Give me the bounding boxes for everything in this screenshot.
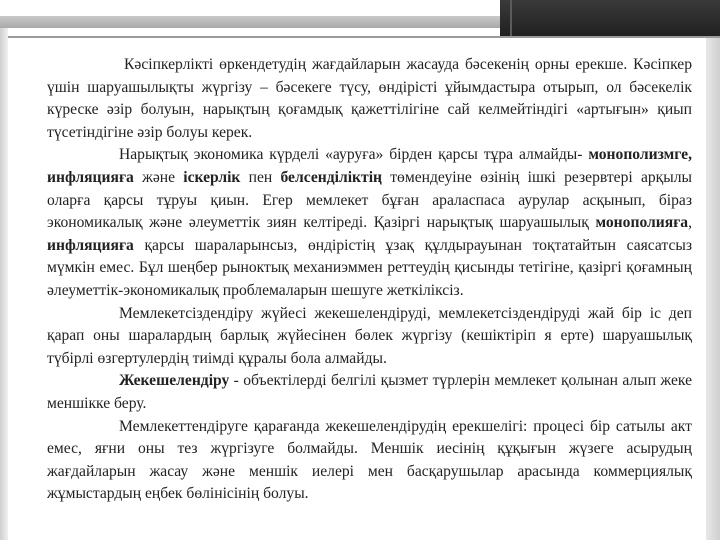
bold-term: іскерлік — [183, 168, 241, 186]
bold-term: белсенділіктің — [280, 168, 383, 186]
text-segment: пен — [240, 168, 281, 186]
bold-term: инфляцияға — [47, 236, 134, 254]
text-segment: Мемлекетсіздендіру жүйесі жекешелендіруді, мемлекетсіздендіруді жай бір іс деп қарап оны шаралардың барлық жүйесінен бөлек жүргізу (кешіктіріп я ерте) шаруашылық түбірлі өзгертулердің тиімді құралы бола алмайды. — [47, 304, 692, 367]
text-segment: , — [688, 214, 692, 232]
slide-left-border — [0, 28, 8, 540]
text-segment: Мемлекеттендіруге қарағанда жекешелендірудің ерекшелігі: процесі бір сатылы акт емес, яғни оны тез жүргізуге болмайды. Меншік иесінің құқығын жүзеге асырудың жағдайларын жасау және меншік иелері мен басқарушылар арасында коммерциялық жұмыстардың еңбек бөлінісінің болуы. — [47, 417, 692, 503]
paragraph-privatization-definition — [47, 370, 692, 415]
text-segment: Кәсіпкерлікті өркендетудің жағдайларын жасауда бәсекенің орны ерекше. Кәсіпкер үшін шаруашылықты жүргізу – бәсекеге түсу, өндірісті ұйымдастыра отырып, ол бәсекелік күреске әзір болуын, нарықтың қоғамдық қажеттілігіне сай келмейтіндігі «артығын» қиып түсетіндігіне әзір болуы керек. — [47, 56, 692, 141]
bold-term: монополизмге, инфляцияға — [47, 146, 692, 186]
slide-dark-corner — [500, 0, 720, 38]
text-segment: қарсы шараларынсыз, өндірістің ұзақ құлдырауынан тоқтатайтын саясатсыз мүмкін емес. Бұл шеңбер рыноктық механиэммен реттеудің қисынды тетігіне, қазіргі қоғамның әлеуметтік-экономикалық проблемаларын шешуге жеткіліксіз. — [47, 236, 692, 299]
paragraph-market-economy — [47, 144, 692, 302]
slide-divider-line — [0, 36, 720, 38]
text-segment: - объектілерді белгілі қызмет түрлерін мемлекет қолынан алып жеке меншікке беру. — [47, 372, 692, 412]
paragraph-denationalization — [47, 303, 692, 371]
text-segment: төмендеуіне өзінің ішкі резервтері арқылы оларға қарсы тұруы қиын. Егер мемлекет бұған араласпаса аурулар асқынып, біраз экономикалық және әлеуметтік зиян келтіреді. Қазіргі нарықтық шаруашылық — [47, 168, 692, 232]
bold-term: Жекешелендіру — [119, 372, 230, 390]
paragraph-privatization-feature — [47, 416, 692, 506]
text-segment: және — [133, 168, 184, 186]
document-body — [47, 54, 692, 506]
slide-right-border — [706, 38, 720, 540]
paragraph-entrepreneurship — [47, 54, 692, 144]
slide-accent-bar — [510, 0, 512, 38]
text-segment: Нарықтық экономика күрделі «ауруға» бірден қарсы тұра алмайды- — [119, 146, 589, 164]
bold-term: монополияға — [595, 214, 689, 232]
